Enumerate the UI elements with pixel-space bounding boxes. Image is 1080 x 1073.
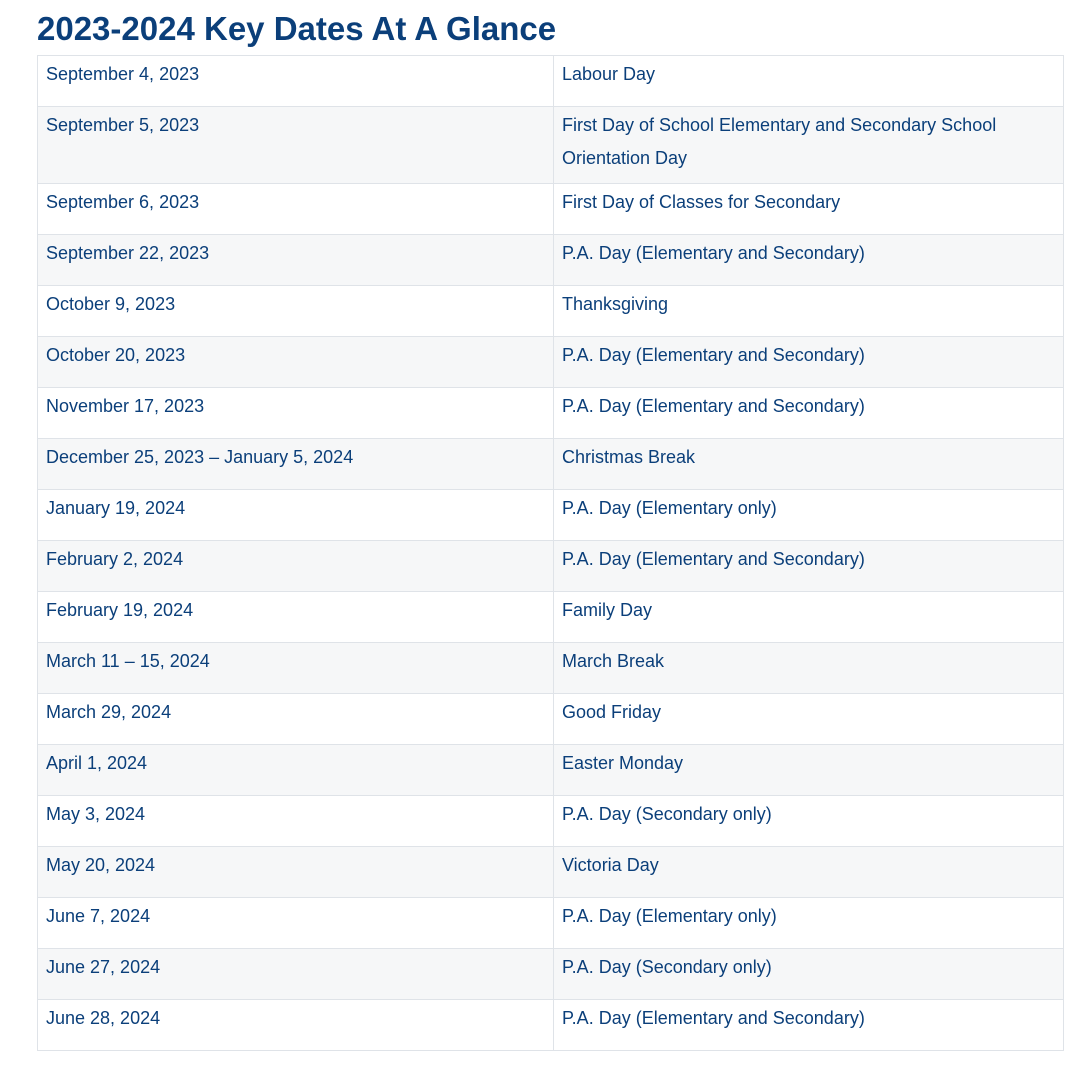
date-cell — [38, 388, 554, 439]
table-row — [38, 847, 1064, 898]
event-cell — [554, 337, 1064, 388]
date-cell — [38, 286, 554, 337]
table-row — [38, 694, 1064, 745]
table-row — [38, 286, 1064, 337]
event-text: P.A. Day (Secondary only) — [562, 804, 772, 824]
date-text: November 17, 2023 — [46, 396, 205, 416]
event-cell — [554, 694, 1064, 745]
page-title: 2023-2024 Key Dates At A Glance — [37, 10, 557, 47]
table-row — [38, 541, 1064, 592]
date-text: June 7, 2024 — [46, 906, 151, 926]
date-text: January 19, 2024 — [46, 498, 186, 518]
date-cell — [38, 745, 554, 796]
event-text: March Break — [562, 651, 665, 671]
date-text: September 5, 2023 — [46, 115, 200, 135]
event-text: P.A. Day (Elementary and Secondary) — [562, 345, 865, 365]
event-text: First Day of Classes for Secondary — [562, 192, 841, 212]
event-cell — [554, 643, 1064, 694]
date-text: September 4, 2023 — [46, 64, 200, 84]
event-cell — [554, 235, 1064, 286]
date-cell — [38, 56, 554, 107]
date-cell — [38, 643, 554, 694]
event-text: Victoria Day — [562, 855, 659, 875]
date-cell — [38, 184, 554, 235]
event-cell — [554, 898, 1064, 949]
event-text: Labour Day — [562, 64, 656, 84]
event-cell — [554, 56, 1064, 107]
event-cell — [554, 107, 1064, 184]
date-text: April 1, 2024 — [46, 753, 148, 773]
date-text: February 2, 2024 — [46, 549, 184, 569]
date-cell — [38, 439, 554, 490]
table-row — [38, 592, 1064, 643]
table-row — [38, 796, 1064, 847]
date-text: June 28, 2024 — [46, 1008, 161, 1028]
table-row — [38, 745, 1064, 796]
table-row — [38, 643, 1064, 694]
date-text: March 29, 2024 — [46, 702, 172, 722]
event-text: P.A. Day (Secondary only) — [562, 957, 772, 977]
table-row — [38, 1000, 1064, 1051]
event-cell — [554, 388, 1064, 439]
event-text: Good Friday — [562, 702, 662, 722]
event-text: P.A. Day (Elementary and Secondary) — [562, 1008, 865, 1028]
event-text: Easter Monday — [562, 753, 684, 773]
date-text: June 27, 2024 — [46, 957, 161, 977]
date-cell — [38, 898, 554, 949]
date-text: October 20, 2023 — [46, 345, 186, 365]
event-cell — [554, 490, 1064, 541]
event-cell — [554, 847, 1064, 898]
date-text: December 25, 2023 – January 5, 2024 — [46, 447, 354, 467]
event-cell — [554, 745, 1064, 796]
event-cell — [554, 541, 1064, 592]
table-row — [38, 490, 1064, 541]
date-text: March 11 – 15, 2024 — [46, 651, 210, 671]
event-text: P.A. Day (Elementary only) — [562, 498, 777, 518]
date-text: May 20, 2024 — [46, 855, 156, 875]
table-row — [38, 107, 1064, 184]
event-cell — [554, 184, 1064, 235]
event-text: P.A. Day (Elementary and Secondary) — [562, 243, 865, 263]
event-text: P.A. Day (Elementary and Secondary) — [562, 396, 865, 416]
date-cell — [38, 847, 554, 898]
date-cell — [38, 1000, 554, 1051]
date-text: September 6, 2023 — [46, 192, 200, 212]
table-row — [38, 898, 1064, 949]
table-row — [38, 949, 1064, 1000]
table-row — [38, 56, 1064, 107]
date-cell — [38, 796, 554, 847]
date-text: February 19, 2024 — [46, 600, 194, 620]
date-cell — [38, 235, 554, 286]
event-cell — [554, 1000, 1064, 1051]
date-text: May 3, 2024 — [46, 804, 146, 824]
event-text: Family Day — [562, 600, 653, 620]
date-cell — [38, 490, 554, 541]
date-cell — [38, 337, 554, 388]
date-cell — [38, 107, 554, 184]
date-cell — [38, 592, 554, 643]
key-dates-table-body — [38, 56, 1064, 1051]
event-cell — [554, 796, 1064, 847]
date-cell — [38, 694, 554, 745]
date-cell — [38, 949, 554, 1000]
table-row — [38, 235, 1064, 286]
table-row — [38, 388, 1064, 439]
table-row — [38, 184, 1064, 235]
date-text: September 22, 2023 — [46, 243, 210, 263]
date-cell — [38, 541, 554, 592]
event-text: P.A. Day (Elementary only) — [562, 906, 777, 926]
key-dates-table — [37, 55, 1064, 1051]
event-cell — [554, 439, 1064, 490]
date-text: October 9, 2023 — [46, 294, 176, 314]
event-text: Thanksgiving — [562, 294, 669, 314]
event-cell — [554, 592, 1064, 643]
event-text: P.A. Day (Elementary and Secondary) — [562, 549, 865, 569]
event-text: First Day of School Elementary and Secondary School Orientation Day — [562, 115, 997, 168]
table-row — [38, 439, 1064, 490]
event-cell — [554, 949, 1064, 1000]
event-text: Christmas Break — [562, 447, 696, 467]
table-row — [38, 337, 1064, 388]
event-cell — [554, 286, 1064, 337]
